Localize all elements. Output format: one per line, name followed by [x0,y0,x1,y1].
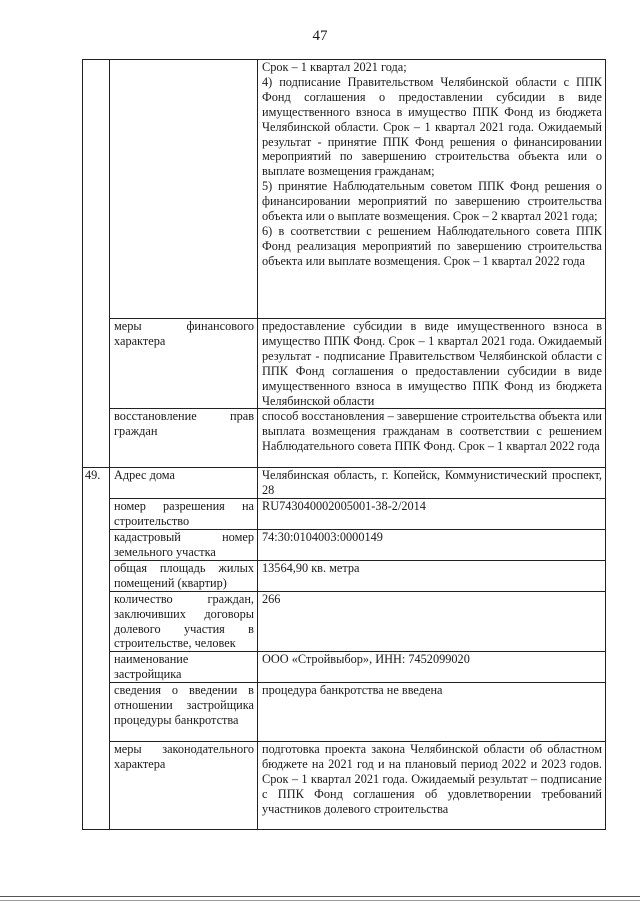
table-row [83,591,606,652]
row-label-cell: восстановление прав граждан [110,409,258,468]
table-row [83,652,606,683]
row-label-cell: номер разрешения на строительство [110,499,258,530]
row-content-cell: 74:30:0104003:0000149 [258,530,606,561]
table-row [83,530,606,561]
table-row [83,560,606,591]
page-number: 47 [312,28,328,44]
content-paragraph: Срок – 1 квартал 2021 года; [262,60,407,74]
row-label-cell [110,60,258,319]
row-content-cell: Челябинская область, г. Копейск, Коммунистический проспект, 28 [258,468,606,499]
row-content-cell: подготовка проекта закона Челябинской области об областном бюджете на 2021 год и на плановый период 2022 и 2023 годов. Срок – 1 квартал 2021 года. Ожидаемый результат – подписание с ППК Фонд соглашения об удовлетворении требований участников долевого строительства [258,742,606,830]
content-paragraph: 4) подписание Правительством Челябинской области с ППК Фонд соглашения о предоставлении субсидии в виде имущественного взноса в имущество ППК Фонд из бюджета Челябинской области. Срок – 1 квартал 2021 года. Ожидаемый результат - принятие ППК Фонд решения о финансировании мероприятий по завершению строительства объекта или о выплате возмещения гражданам; [262,74,602,179]
project-table [82,59,606,830]
table-row [83,742,606,830]
footer-divider [0,900,640,901]
row-content-cell [258,60,606,319]
content-paragraph: 5) принятие Наблюдательным советом ППК Фонд решения о финансировании мероприятий по завершению строительства объекта или о выплате возмещения. Срок – 2 квартал 2021 года; [262,179,602,224]
table-row [83,499,606,530]
footer-divider [0,896,640,897]
row-label-cell: меры законодательного характера [110,742,258,830]
row-label-cell: наименование застройщика [110,652,258,683]
row-label-cell: кадастровый номер земельного участка [110,530,258,561]
row-label-cell: сведения о введении в отношении застройщика процедуры банкротства [110,683,258,742]
row-content-cell: ООО «Стройвыбор», ИНН: 7452099020 [258,652,606,683]
row-label-cell: меры финансового характера [110,319,258,409]
row-content-cell: предоставление субсидии в виде имущественного взноса в имущество ППК Фонд. Срок – 1 квартал 2021 года. Ожидаемый результат - подписание Правительством Челябинской области с ППК Фонд соглашения о предоставлении субсидии в виде имущественного взноса в имущество ППК Фонд из бюджета Челябинской области [258,319,606,409]
table-row [83,319,606,409]
row-content-cell: RU743040002005001-38-2/2014 [258,499,606,530]
row-label-cell: общая площадь жилых помещений (квартир) [110,560,258,591]
row-content-cell: способ восстановления – завершение строительства объекта или выплата возмещения гражданам в соответствии с решением Наблюдательного совета ППК Фонд. Срок – 1 квартал 2022 года [258,409,606,468]
table-row [83,409,606,468]
row-label-cell: количество граждан, заключивших договоры долевого участия в строительстве, человек [110,591,258,652]
row-content-cell: 266 [258,591,606,652]
content-paragraph: 6) в соответствии с решением Наблюдательного совета ППК Фонд реализация мероприятий по завершению строительства объекта или выплате возмещения. Срок – 1 квартал 2022 года [262,223,602,268]
row-content-cell: 13564,90 кв. метра [258,560,606,591]
row-label-cell: Адрес дома [110,468,258,499]
row-number-cell: 49. [83,468,110,830]
table-row [83,468,606,499]
row-content-cell: процедура банкротства не введена [258,683,606,742]
table-row [83,683,606,742]
table-row [83,60,606,319]
row-number-cell [83,60,110,468]
